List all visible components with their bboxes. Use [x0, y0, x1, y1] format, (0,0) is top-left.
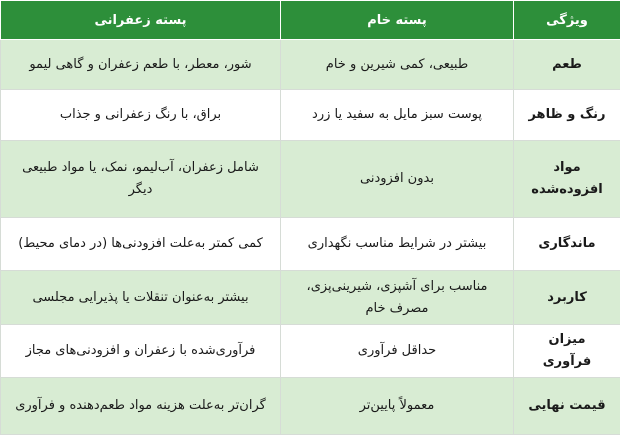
- table-body: [1, 40, 620, 435]
- table-row: [1, 141, 620, 218]
- cell-feature: مواد افزوده‌شده: [514, 141, 620, 218]
- cell-feature: کاربرد: [514, 271, 620, 325]
- cell-saffron: بیشتر به‌عنوان تنقلات یا پذیرایی مجلسی: [1, 271, 281, 325]
- header-raw-pistachio: پسته خام: [281, 1, 514, 40]
- cell-feature: میزان فرآوری: [514, 325, 620, 378]
- cell-raw: پوست سبز مایل به سفید یا زرد: [281, 90, 514, 141]
- table-row: [1, 90, 620, 141]
- cell-feature: طعم: [514, 40, 620, 90]
- cell-raw: بیشتر در شرایط مناسب نگهداری: [281, 218, 514, 271]
- cell-raw: مناسب برای آشپزی، شیرینی‌پزی، مصرف خام: [281, 271, 514, 325]
- header-row: [1, 1, 620, 40]
- cell-saffron: براق، با رنگ زعفرانی و جذاب: [1, 90, 281, 141]
- table-header: [1, 1, 620, 40]
- cell-raw: بدون افزودنی: [281, 141, 514, 218]
- cell-raw: حداقل فرآوری: [281, 325, 514, 378]
- cell-saffron: شور، معطر، با طعم زعفران و گاهی لیمو: [1, 40, 281, 90]
- cell-saffron: کمی کمتر به‌علت افزودنی‌ها (در دمای محیط): [1, 218, 281, 271]
- cell-saffron: گران‌تر به‌علت هزینه مواد طعم‌دهنده و فرآوری: [1, 378, 281, 435]
- table-row: [1, 218, 620, 271]
- header-saffron-pistachio: پسته زعفرانی: [1, 1, 281, 40]
- table-row: [1, 378, 620, 435]
- cell-raw: معمولاً پایین‌تر: [281, 378, 514, 435]
- cell-feature: ماندگاری: [514, 218, 620, 271]
- cell-raw: طبیعی، کمی شیرین و خام: [281, 40, 514, 90]
- cell-feature: رنگ و ظاهر: [514, 90, 620, 141]
- table-row: [1, 325, 620, 378]
- cell-saffron: شامل زعفران، آب‌لیمو، نمک، یا مواد طبیعی دیگر: [1, 141, 281, 218]
- header-feature: ویژگی: [514, 1, 620, 40]
- cell-feature: قیمت نهایی: [514, 378, 620, 435]
- cell-saffron: فرآوری‌شده با زعفران و افزودنی‌های مجاز: [1, 325, 281, 378]
- table-row: [1, 40, 620, 90]
- table-row: [1, 271, 620, 325]
